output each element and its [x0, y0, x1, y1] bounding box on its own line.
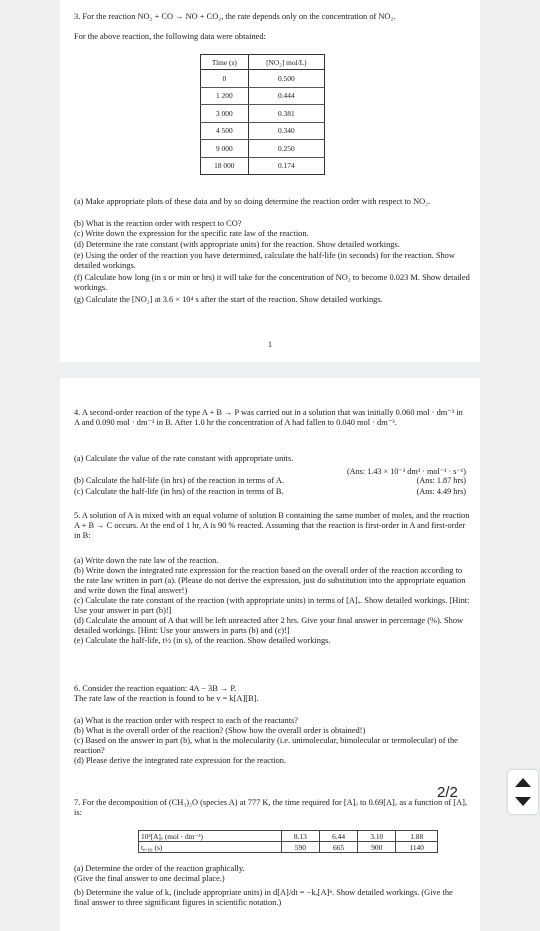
question-7-part-a: (a) Determine the order of the reaction graphically. (Give the final answer to one decimal place.) — [74, 864, 245, 883]
question-3-part-e: (e) Using the order of the reaction you have determined, calculate the half-life (in seconds) for the reaction. Show detailed workings. — [74, 251, 458, 270]
question-4-answer-a: (Ans: 1.43 × 10⁻³ dm³ · mol⁻¹ · s⁻¹) — [346, 467, 466, 476]
table-cell: 3 000 — [201, 105, 249, 123]
question-4-part-b: (b) Calculate the half-life (in hrs) of the reaction in terms of A. — [74, 476, 284, 485]
table-cell: 4 500 — [201, 122, 249, 140]
chevron-up-icon[interactable] — [515, 778, 531, 787]
question-4-answer-b: (Ans: 1.87 hrs) — [416, 476, 466, 485]
question-3-part-a: (a) Make appropriate plots of these data and by so doing determine the reaction order with respect to NO₂. — [74, 197, 431, 206]
table-cell: 900 — [358, 842, 396, 853]
table-cell: 9 000 — [201, 140, 249, 158]
table-row — [201, 122, 325, 140]
question-7-text: 7. For the decomposition of (CH₃)₂O (species A) at 777 K, the time required for [A]ₒ to 0.69[A]ₒ as a function of [A]ₒ is: — [74, 798, 470, 817]
table-cell: 0.174 — [248, 157, 324, 175]
table-row-label: 10³[A]ₒ (mol · dm⁻³) — [139, 831, 282, 842]
page-navigation-control — [508, 770, 538, 814]
table-header-time: Time (s) — [201, 55, 249, 70]
table-cell: 3.10 — [358, 831, 396, 842]
table-cell: 590 — [281, 842, 319, 853]
question-5-parts: (a) Write down the rate law of the reaction. (b) Write down the integrated rate expression for the reaction based on the overall order of the reaction according to the rate law written in part (a). (Please do not derive the expression, just do substitution into the appropriate equation and write down the final answer!) (c) Calculate the rate constant of the reaction (with appropriate units) in terms of [A]ₒ. Show detailed workings. [Hint: Use your answer in part (b)!] (d) Calculate the amount of A that will be left unreacted after 2 hrs. Give your final answer in percentage (%). Show detailed workings. [Hint: Use your answers in parts (b) and (c)!] (e) Calculate the half-life, t½ (in s), of the reaction. Show detailed workings. — [74, 556, 470, 645]
table-cell: 0 — [201, 70, 249, 88]
table-header-concentration: [NO₂] mol/L) — [248, 55, 324, 70]
table-cell: 18 000 — [201, 157, 249, 175]
table-cell: 0.381 — [248, 105, 324, 123]
table-cell: 0.500 — [248, 70, 324, 88]
question-6-parts: (a) What is the reaction order with respect to each of the reactants? (b) What is the overall order of the reaction? (Show how the overall order is obtained!) (c) Based on the answer in part (b), what is the molecularity (i.e. unimolecular, bimolecular or termolecular) of the reaction? (d) Please derive the integrated rate expression for the reaction. — [74, 716, 458, 765]
table-row — [201, 105, 325, 123]
question-3-part-c: (c) Write down the expression for the specific rate law of the reaction. — [74, 229, 309, 238]
question-4-answer-c: (Ans: 4.49 hrs) — [416, 487, 466, 496]
question-4-part-c: (c) Calculate the half-life (in hrs) of the reaction in terms of B. — [74, 487, 284, 496]
table-cell: 0.340 — [248, 122, 324, 140]
table-row — [201, 157, 325, 175]
question-5-text: 5. A solution of A is mixed with an equal volume of solution B containing the same number of moles, and the reaction A + B → C occurs. At the end of 1 hr, A is 90 % reacted. Assuming that the reaction is first-order in A and first-order in B: — [74, 511, 472, 540]
table-row — [201, 140, 325, 158]
table-cell: 6.44 — [319, 831, 357, 842]
decomposition-data-table — [138, 830, 438, 853]
table-cell: 665 — [319, 842, 357, 853]
question-7-part-b: (b) Determine the value of kₐ (include appropriate units) in d[A]/dt = −kₐ[A]ⁿ. Show detailed workings. (Give the final answer to three significant figures in scientific notation.) — [74, 888, 455, 907]
question-3-part-f: (f) Calculate how long (in s or min or hrs) it will take for the concentration of NO₂ to become 0.023 M. Show detailed workings. — [74, 273, 472, 292]
table-row — [201, 87, 325, 105]
table-cell: 1140 — [396, 842, 438, 853]
question-6-text: 6. Consider the reaction equation: 4A − 3B → P. The rate law of the reaction is found to be v = k[A][B]. — [74, 684, 259, 703]
table-cell: 1 200 — [201, 87, 249, 105]
table-row — [201, 70, 325, 88]
table-cell: 1.88 — [396, 831, 438, 842]
page-indicator: 2/2 — [437, 784, 458, 801]
table-row — [139, 831, 438, 842]
question-4-part-a: (a) Calculate the value of the rate constant with appropriate units. — [74, 454, 294, 463]
chevron-down-icon[interactable] — [515, 797, 531, 806]
page-number: 1 — [268, 340, 272, 349]
question-3-intro: For the above reaction, the following data were obtained: — [74, 32, 266, 41]
question-3-part-d: (d) Determine the rate constant (with appropriate units) for the reaction. Show detailed workings. — [74, 240, 400, 249]
question-3-part-g: (g) Calculate the [NO₂] at 3.6 × 10⁴ s after the start of the reaction. Show detailed workings. — [74, 295, 383, 304]
table-row — [139, 842, 438, 853]
question-3-header: 3. For the reaction NO₂ + CO → NO + CO₂, the rate depends only on the concentration of NO₂. — [74, 12, 396, 21]
question-4-text: 4. A second-order reaction of the type A + B → P was carried out in a solution that was initially 0.060 mol · dm⁻³ in A and 0.090 mol · dm⁻³ in B. After 1.0 hr the concentration of A had fallen to 0.040 mol · dm⁻³. — [74, 408, 465, 427]
table-cell: 0.250 — [248, 140, 324, 158]
table-cell: 8.13 — [281, 831, 319, 842]
table-row-label: t₀.₆₉ (s) — [139, 842, 282, 853]
document-page-1 — [60, 0, 480, 362]
question-3-part-b: (b) What is the reaction order with respect to CO? — [74, 219, 242, 228]
table-cell: 0.444 — [248, 87, 324, 105]
document-page-2 — [60, 378, 480, 931]
concentration-time-table — [200, 54, 325, 175]
